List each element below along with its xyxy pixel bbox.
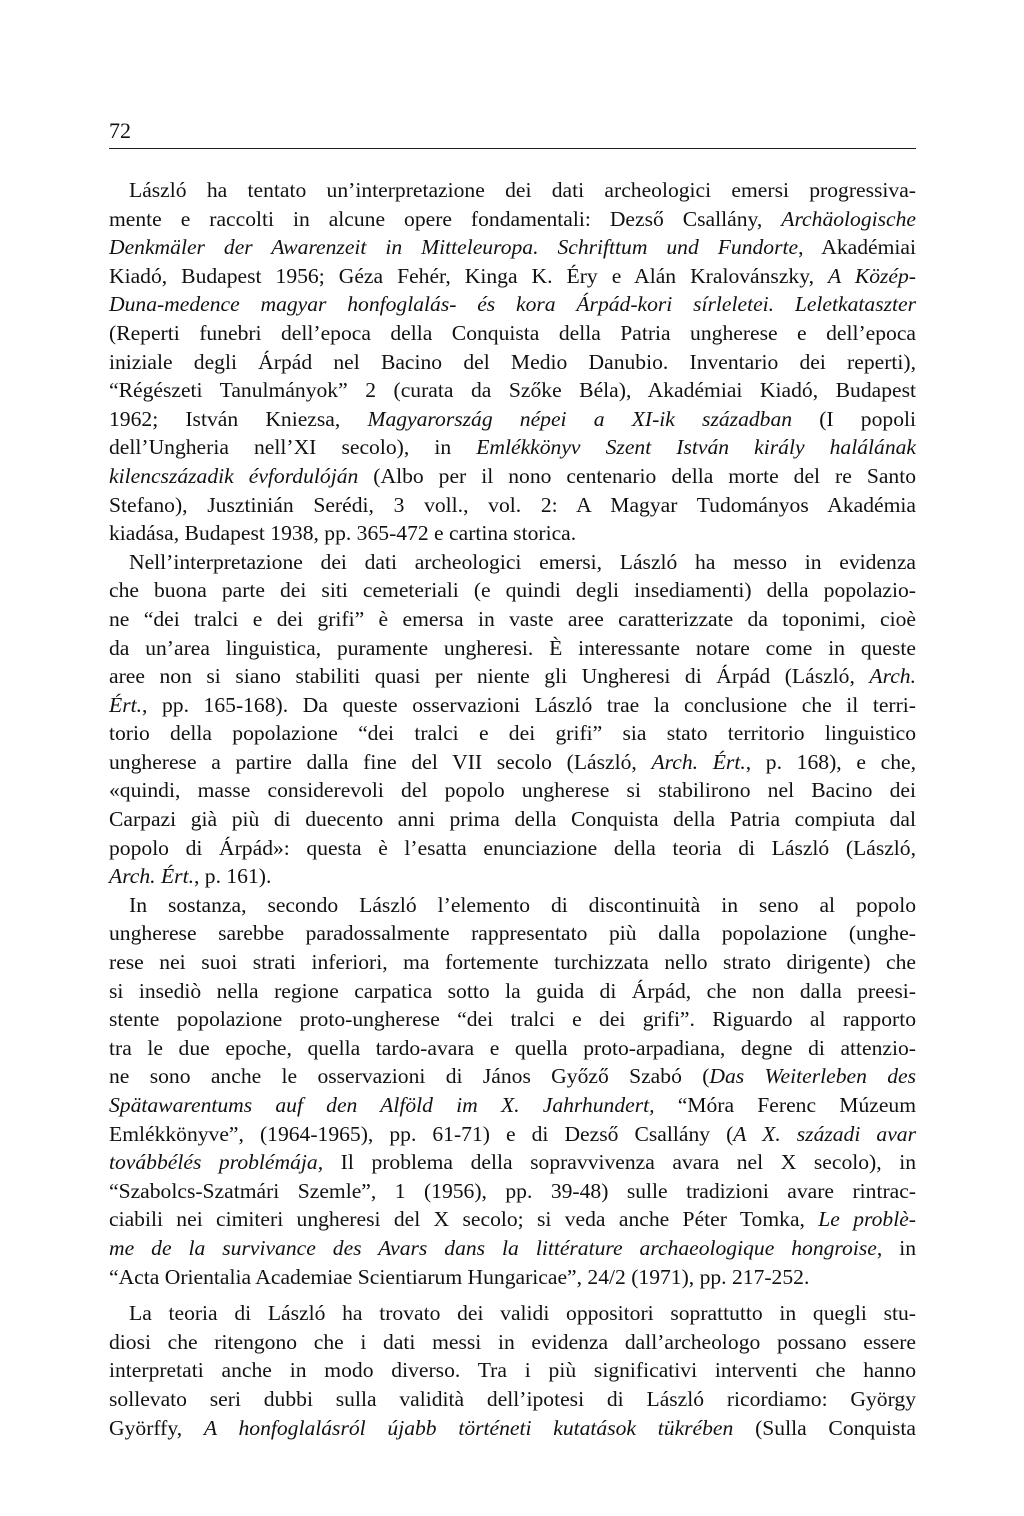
text-line: Carpazi già più di duecento anni prima della Conquista della Patria compiuta dal xyxy=(109,807,916,832)
text-line: ungherese sarebbe paradossalmente rappresentato più dalla popolazione (unghe- xyxy=(109,921,916,946)
body-text xyxy=(109,176,916,1442)
text-line: továbbélés problémája, Il problema della sopravvivenza avara nel X secolo), in xyxy=(109,1150,917,1175)
text-line: che buona parte dei siti cemeteriali (e quindi degli insediamenti) della popolazio- xyxy=(109,578,916,603)
text-line: ne “dei tralci e dei grifi” è emersa in vaste aree caratterizzate da toponimi, cioè xyxy=(109,606,916,631)
text-line: torio della popolazione “dei tralci e dei grifi” sia stato territorio linguistico xyxy=(109,721,916,746)
text-line: Arch. Ért., p. 161). xyxy=(109,864,272,889)
text-line: dell’Ungheria nell’XI secolo), in Emlékkönyv Szent István király halálának xyxy=(109,435,916,460)
text-line: László ha tentato un’interpretazione dei dati archeologici emersi progressiva- xyxy=(129,178,916,202)
paragraph-3 xyxy=(109,891,916,1291)
text-line: sollevato seri dubbi sulla validità dell’ipotesi di László ricordiamo: György xyxy=(109,1386,916,1411)
text-line: kiadása, Budapest 1938, pp. 365-472 e cartina storica. xyxy=(109,521,577,546)
text-line: (Reperti funebri dell’epoca della Conquista della Patria ungherese e dell’epoca xyxy=(109,320,916,345)
text-line: ne sono anche le osservazioni di János Győző Szabó (Das Weiterleben des xyxy=(109,1064,916,1089)
text-line: da un’area linguistica, puramente ungheresi. È interessante notare come in queste xyxy=(109,635,916,660)
text-line: ciabili nei cimiteri ungheresi del X secolo; si veda anche Péter Tomka, Le problè- xyxy=(109,1207,916,1232)
text-line: “Acta Orientalia Academiae Scientiarum Hungaricae”, 24/2 (1971), pp. 217-252. xyxy=(109,1264,810,1289)
text-line: kilencszázadik évfordulóján (Albo per il nono centenario della morte del re Santo xyxy=(109,463,917,488)
text-line: ungherese a partire dalla fine del VII secolo (László, Arch. Ért., p. 168), e che, xyxy=(109,749,916,774)
text-line: rese nei suoi strati inferiori, ma fortemente turchizzata nello strato dirigente) che xyxy=(109,950,916,975)
text-line: stente popolazione proto-ungherese “dei tralci e dei grifi”. Riguardo al rapporto xyxy=(109,1007,916,1032)
text-line: «quindi, masse considerevoli del popolo ungherese si stabilirono nel Bacino dei xyxy=(109,778,916,803)
text-line: La teoria di László ha trovato dei validi oppositori soprattutto in quegli stu- xyxy=(129,1301,916,1326)
text-line: popolo di Árpád»: questa è l’esatta enunciazione della teoria di László (László, xyxy=(109,835,916,860)
text-line: interpretati anche in modo diverso. Tra i più significativi interventi che hanno xyxy=(109,1358,916,1383)
text-line: iniziale degli Árpád nel Bacino del Medio Danubio. Inventario dei reperti), xyxy=(109,349,916,374)
text-line: Denkmäler der Awarenzeit in Mitteleuropa. Schrifttum und Fundorte, Akadémiai xyxy=(109,235,916,260)
text-line: diosi che ritengono che i dati messi in evidenza dall’archeologo possano essere xyxy=(109,1329,916,1354)
text-line: Spätawarentums auf den Alföld im X. Jahrhundert, “Móra Ferenc Múzeum xyxy=(109,1093,916,1117)
text-line: 1962; István Kniezsa, Magyarország népei a XI-ik században (I popoli xyxy=(109,406,916,431)
paragraph-4 xyxy=(109,1299,916,1442)
page-number: 72 xyxy=(109,118,131,143)
page-header xyxy=(109,118,916,149)
text-line: In sostanza, secondo László l’elemento di discontinuità in seno al popolo xyxy=(129,892,916,917)
text-line: “Régészeti Tanulmányok” 2 (curata da Szőke Béla), Akadémiai Kiadó, Budapest xyxy=(109,378,916,403)
text-line: Kiadó, Budapest 1956; Géza Fehér, Kinga K. Éry e Alán Kralovánszky, A Közép- xyxy=(109,263,916,288)
text-line: Emlékkönyve”, (1964-1965), pp. 61-71) e di Dezső Csallány (A X. századi avar xyxy=(109,1121,916,1146)
text-line: Duna-medence magyar honfoglalás- és kora Árpád-kori sírleletei. Leletkataszter xyxy=(109,292,916,317)
text-line: Stefano), Jusztinián Serédi, 3 voll., vol. 2: A Magyar Tudományos Akadémia xyxy=(109,492,916,517)
text-line: Györffy, A honfoglalásról újabb történeti kutatások tükrében (Sulla Conquista xyxy=(109,1415,916,1440)
text-line: mente e raccolti in alcune opere fondamentali: Dezső Csallány, Archäologische xyxy=(109,206,916,231)
text-line: “Szabolcs-Szatmári Szemle”, 1 (1956), pp. 39-48) sulle tradizioni avare rintrac- xyxy=(109,1178,916,1203)
paragraph-gap xyxy=(109,1291,916,1299)
text-line: Nell’interpretazione dei dati archeologici emersi, László ha messo in evidenza xyxy=(129,549,916,574)
text-line: Ért., pp. 165-168). Da queste osservazioni László trae la conclusione che il terri- xyxy=(109,692,916,717)
text-line: tra le due epoche, quella tardo-avara e quella proto-arpadiana, degne di attenzio- xyxy=(109,1035,916,1060)
paragraph-2 xyxy=(109,548,916,891)
text-line: aree non si siano stabiliti quasi per niente gli Ungheresi di Árpád (László, Arch. xyxy=(109,664,916,689)
paragraph-1 xyxy=(109,176,916,548)
text-line: me de la survivance des Avars dans la littérature archaeologique hongroise, in xyxy=(109,1235,916,1260)
text-line: si insediò nella regione carpatica sotto la guida di Árpád, che non dalla preesi- xyxy=(109,978,916,1003)
